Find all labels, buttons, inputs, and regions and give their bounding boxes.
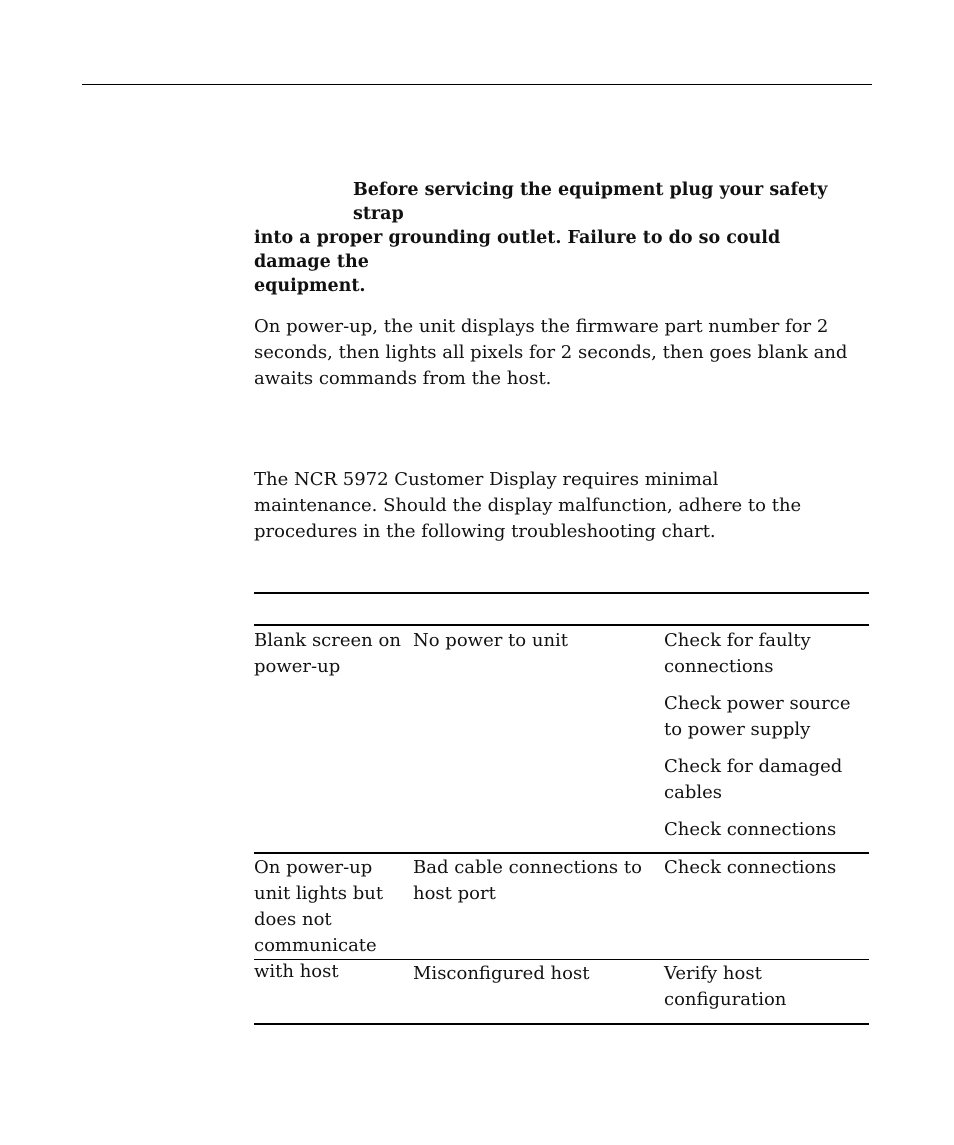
table-cell-cause: Bad cable connections to host port	[413, 857, 642, 904]
caution-line-1: Before servicing the equipment plug your safety strap	[353, 180, 828, 224]
table-cell-action: Check for damaged cables	[664, 756, 843, 803]
table-cell-cause: Misconfigured host	[413, 963, 590, 984]
table-cell-problem: On power-up unit lights but does not communicate with host	[254, 857, 384, 982]
table-row-rule	[254, 959, 869, 960]
table-cell-action: Check for faulty connections	[664, 630, 811, 677]
caution-line-3: equipment.	[254, 276, 366, 296]
table-cell-action: Check connections	[664, 819, 837, 840]
table-cell-problem: Blank screen on power-up	[254, 630, 401, 677]
table-bottom-rule	[254, 1023, 869, 1025]
table-cell-action: Verify host configuration	[664, 963, 787, 1010]
table-cell-cause: No power to unit	[413, 630, 569, 651]
caution-line-2: into a proper grounding outlet. Failure to do so could damage the	[254, 228, 781, 272]
table-cell-action: Check connections	[664, 857, 837, 878]
table-cell-action: Check power source to power supply	[664, 693, 851, 740]
table-top-rule	[254, 592, 869, 594]
header-rule	[82, 84, 872, 85]
table-row-rule	[254, 852, 869, 854]
maintenance-paragraph: The NCR 5972 Customer Display requires minimal maintenance. Should the display malfunction, adhere to the procedures in the following troubleshooting chart.	[254, 469, 802, 542]
caution-notice	[254, 178, 854, 298]
power-up-paragraph: On power-up, the unit displays the firmware part number for 2 seconds, then lights all pixels for 2 seconds, then goes blank and awaits commands from the host.	[254, 316, 848, 389]
table-header-rule	[254, 624, 869, 626]
